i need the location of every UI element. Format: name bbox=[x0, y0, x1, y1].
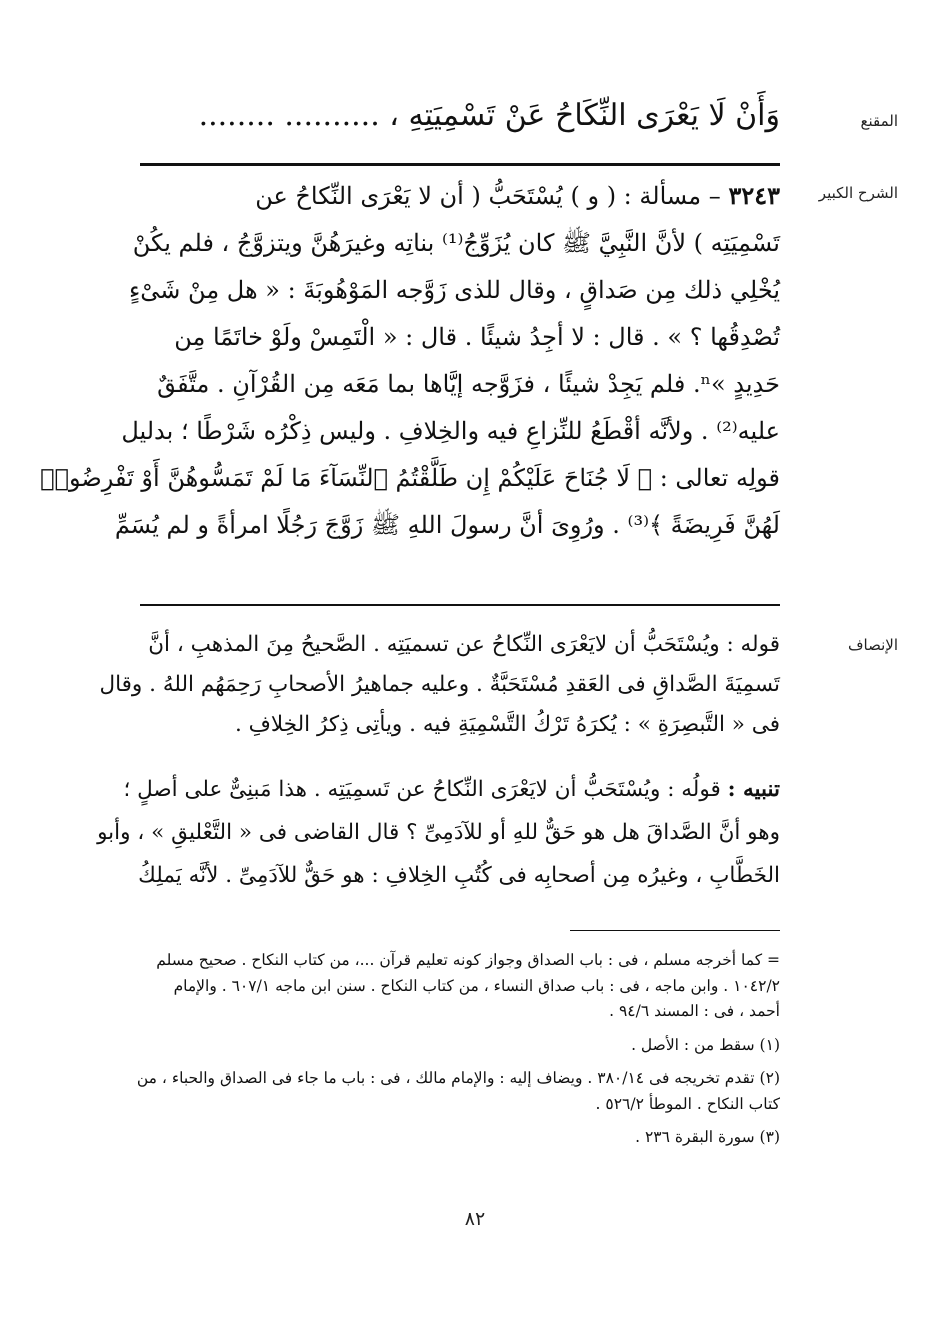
insaf-line: قوله : ويُسْتَحَبُّ أن لايَعْرَى النِّكاحُ عن تسميَتِه . الصَّحيحُ مِنَ المذهبِ ، أنَّ bbox=[148, 632, 780, 657]
tanbih-line bbox=[123, 768, 780, 811]
muqni-text: وَأَنْ لَا يَعْرَى النِّكَاحُ عَنْ تَسْمِيَتِهِ ، bbox=[389, 98, 780, 133]
footnote-divider bbox=[570, 930, 780, 931]
sharh-line-text: – مسألة : ( و ) يُسْتَحَبُّ ( أن لا يَعْرَى النِّكاحُ عن bbox=[255, 182, 721, 210]
sharh-line: قولِه تعالى : ﴿ لَا جُنَاحَ عَلَيْكُمْ إِن طَلَّقْتُمُ ٱلنِّسَآءَ مَا لَمْ تَمَسُّوهُنَّ أَوْ تَفْرِضُوا۟ bbox=[40, 464, 780, 492]
sharh-line: يُخْلِي ذلك مِن صَداقٍ ، وقال للذى زَوَّجه المَوْهُوبَةَ : « هل مِنْ شَىْءٍ bbox=[129, 276, 780, 304]
issue-number: ٣٢٤٣ bbox=[728, 181, 780, 210]
tanbih-first-text: قولُه : ويُسْتَحَبُّ أن لايَعْرَى النِّكاحُ عن تَسمِيَتِه . هذا مَبنِىٌّ على أصلٍ ؛ bbox=[123, 777, 721, 802]
sharh-line: حَدِيدٍ »ⁿ. فلم يَجِدْ شيئًا ، فزَوَّجه إيَّاها بما مَعَه مِن القُرْآنِ . متَّفَقٌ bbox=[157, 370, 780, 398]
sharh-line: لَهُنَّ فَرِيضَةً ﴾⁽³⁾ . ورُوِىَ أنَّ رسولَ اللهِ ﷺ زَوَّجَ رَجُلًا امرأةً و لم يُسَمِّ bbox=[114, 511, 780, 539]
page-number: ٨٢ bbox=[464, 1208, 486, 1230]
muqni-label: المقنع bbox=[860, 112, 898, 130]
muqni-line bbox=[140, 90, 780, 142]
sharh-line bbox=[140, 172, 780, 220]
footnote-2-line: كتاب النكاح . الموطأ ٥٢٦/٢ . bbox=[595, 1094, 780, 1113]
footnote-cont-line: = كما أخرجه مسلم ، فى : باب الصداق وجواز كونه تعليم قرآن ...، من كتاب النكاح . صحيح مسلم bbox=[156, 951, 780, 969]
footnote-1: (١) سقط من : الأصل . bbox=[631, 1035, 780, 1054]
insaf-text-block bbox=[99, 625, 780, 745]
section-divider bbox=[140, 604, 780, 606]
footnote-2-line: (٢) تقدم تخريجه فى ٣٨٠/١٤ . ويضاف إليه : والإمام مالك ، فى : باب ما جاء فى الصداق والحباء ، من bbox=[136, 1069, 780, 1087]
tanbih-line: الخَطَّابِ ، وغيرُه مِن أصحابِه فى كُتُبِ الخِلافِ : هو حَقٌّ للآدَمِىِّ . لأنَّه يَملِكُ bbox=[138, 863, 780, 888]
footnote-cont-line: ١٠٤٢/٢ . وابن ماجه ، فى : باب صداق النساء ، من كتاب النكاح . سنن ابن ماجه ٦٠٧/١ . والإمام bbox=[173, 976, 780, 995]
muqni-dots: .......... ........ bbox=[198, 98, 380, 133]
header-rule-thick bbox=[140, 163, 780, 166]
tanbih-text-block bbox=[97, 768, 780, 897]
footnotes-block bbox=[136, 948, 780, 1151]
sharh-line: عليه⁽²⁾ . ولأنَّه أقْطَعُ للنِّزاعِ فيه والخِلافِ . وليس ذِكْرُه شَرْطًا ؛ بدليل bbox=[121, 417, 780, 445]
sharh-line: تُصْدِقُها ؟ » . قال : لا أجِدُ شيئًا . قال : « الْتَمِسْ ولَوْ خاتَمًا مِن bbox=[174, 323, 780, 351]
insaf-label: الإنصاف bbox=[847, 636, 898, 654]
sharh-text-block bbox=[40, 172, 780, 549]
insaf-line: فى « التَّبصِرَةِ » : يُكرَهُ تَرْكُ التَّسْمِيَةِ فيه . ويأتِى ذِكرُ الخِلافِ . bbox=[234, 712, 780, 737]
insaf-line: تَسمِيَةَ الصَّداقِ فى العَقدِ مُسْتَحَبَّةٌ . وعليه جماهيرُ الأصحابِ رَحِمَهُم اللهُ . وقال bbox=[99, 672, 780, 697]
footnote-cont-line: أحمد ، فى : المسند ٩٤/٦ . bbox=[609, 1002, 780, 1020]
tanbih-line: وهو أنَّ الصَّداقَ هل هو حَقٌّ للهِ أو للآدَمِىِّ ؟ قال القاضى فى « التَّعْليقِ » ، وأبو bbox=[97, 820, 780, 845]
sharh-label: الشرح الكبير bbox=[818, 184, 898, 202]
tanbih-heading: تنبيه : bbox=[727, 777, 780, 802]
footnote-3: (٣) سورة البقرة ٢٣٦ . bbox=[635, 1128, 780, 1146]
muqni-text-block bbox=[140, 90, 780, 142]
sharh-line: تَسْمِيَتِه ) لأنَّ النَّبِيَّ ﷺ كان يُزَوِّجُ⁽¹⁾ بناتِه وغيرَهُنَّ ويتزوَّجُ ، فلم يكُنْ bbox=[132, 229, 780, 257]
